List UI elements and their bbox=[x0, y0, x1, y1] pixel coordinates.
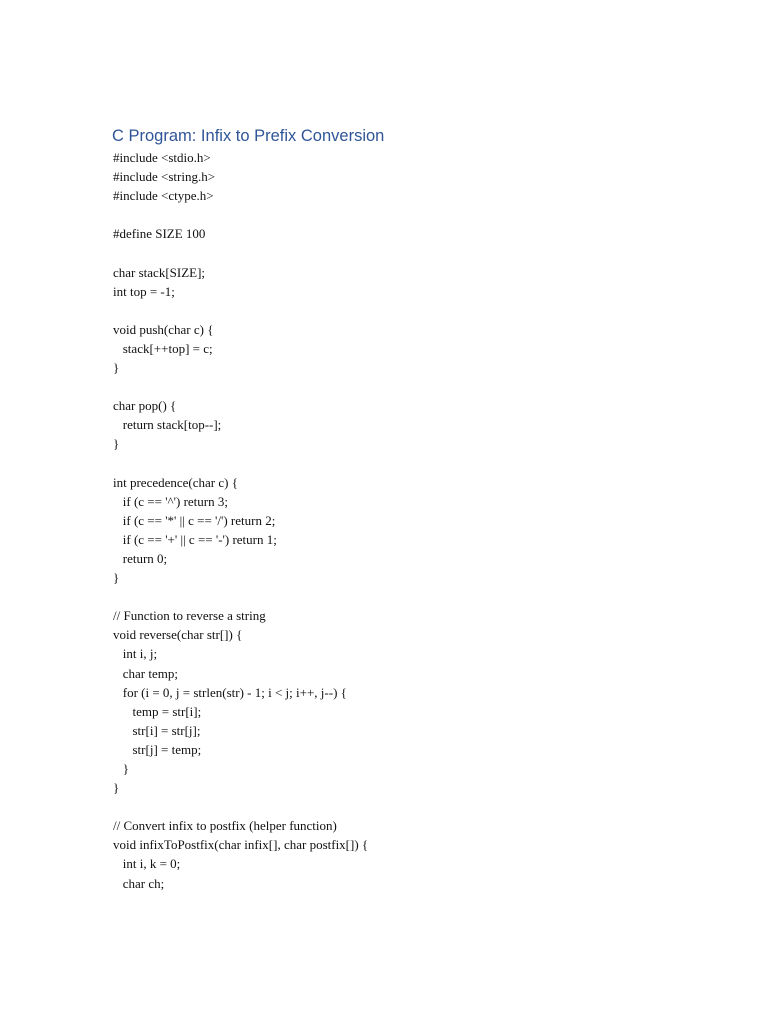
code-line: void reverse(char str[]) { bbox=[113, 627, 243, 643]
blank-line bbox=[113, 377, 368, 396]
code-line: temp = str[i]; bbox=[113, 703, 202, 719]
code-line: #include <ctype.h> bbox=[113, 188, 214, 204]
code-line: int i, j; bbox=[113, 646, 158, 662]
code-line: // Convert infix to postfix (helper function) bbox=[113, 818, 337, 834]
code-line: } bbox=[113, 360, 120, 376]
blank-line bbox=[113, 797, 368, 816]
code-line: return 0; bbox=[113, 550, 168, 566]
blank-line bbox=[113, 243, 368, 262]
code-line: stack[++top] = c; bbox=[113, 340, 213, 356]
code-line: str[j] = temp; bbox=[113, 741, 202, 757]
code-line: } bbox=[113, 436, 120, 452]
code-line: char stack[SIZE]; bbox=[113, 264, 206, 280]
code-line: void push(char c) { bbox=[113, 321, 214, 337]
code-line: void infixToPostfix(char infix[], char postfix[]) { bbox=[113, 837, 369, 853]
blank-line bbox=[113, 205, 368, 224]
code-line: } bbox=[113, 570, 120, 586]
blank-line bbox=[113, 454, 368, 473]
code-line: char ch; bbox=[113, 875, 165, 891]
code-line: } bbox=[113, 780, 120, 796]
code-line: // Function to reverse a string bbox=[113, 608, 266, 624]
code-line: #include <string.h> bbox=[113, 169, 216, 185]
code-line: for (i = 0, j = strlen(str) - 1; i < j; i++, j--) { bbox=[113, 684, 347, 700]
code-line: } bbox=[113, 761, 129, 776]
code-line: #include <stdio.h> bbox=[113, 150, 211, 165]
document-title: C Program: Infix to Prefix Conversion bbox=[112, 127, 385, 145]
code-line: int i, k = 0; bbox=[113, 856, 181, 872]
code-line: if (c == '*' || c == '/') return 2; bbox=[113, 512, 276, 528]
blank-line bbox=[113, 301, 368, 320]
code-line: char temp; bbox=[113, 665, 178, 681]
code-line: str[i] = str[j]; bbox=[113, 722, 201, 738]
code-line: if (c == '+' || c == '-') return 1; bbox=[113, 531, 277, 547]
code-line: return stack[top--]; bbox=[113, 417, 222, 433]
code-line: int precedence(char c) { bbox=[113, 474, 238, 490]
code-line: #define SIZE 100 bbox=[113, 226, 206, 242]
code-line: char pop() { bbox=[113, 398, 177, 414]
code-block bbox=[113, 148, 368, 893]
code-line: if (c == '^') return 3; bbox=[113, 493, 228, 509]
code-line: int top = -1; bbox=[113, 283, 175, 299]
blank-line bbox=[113, 587, 368, 606]
